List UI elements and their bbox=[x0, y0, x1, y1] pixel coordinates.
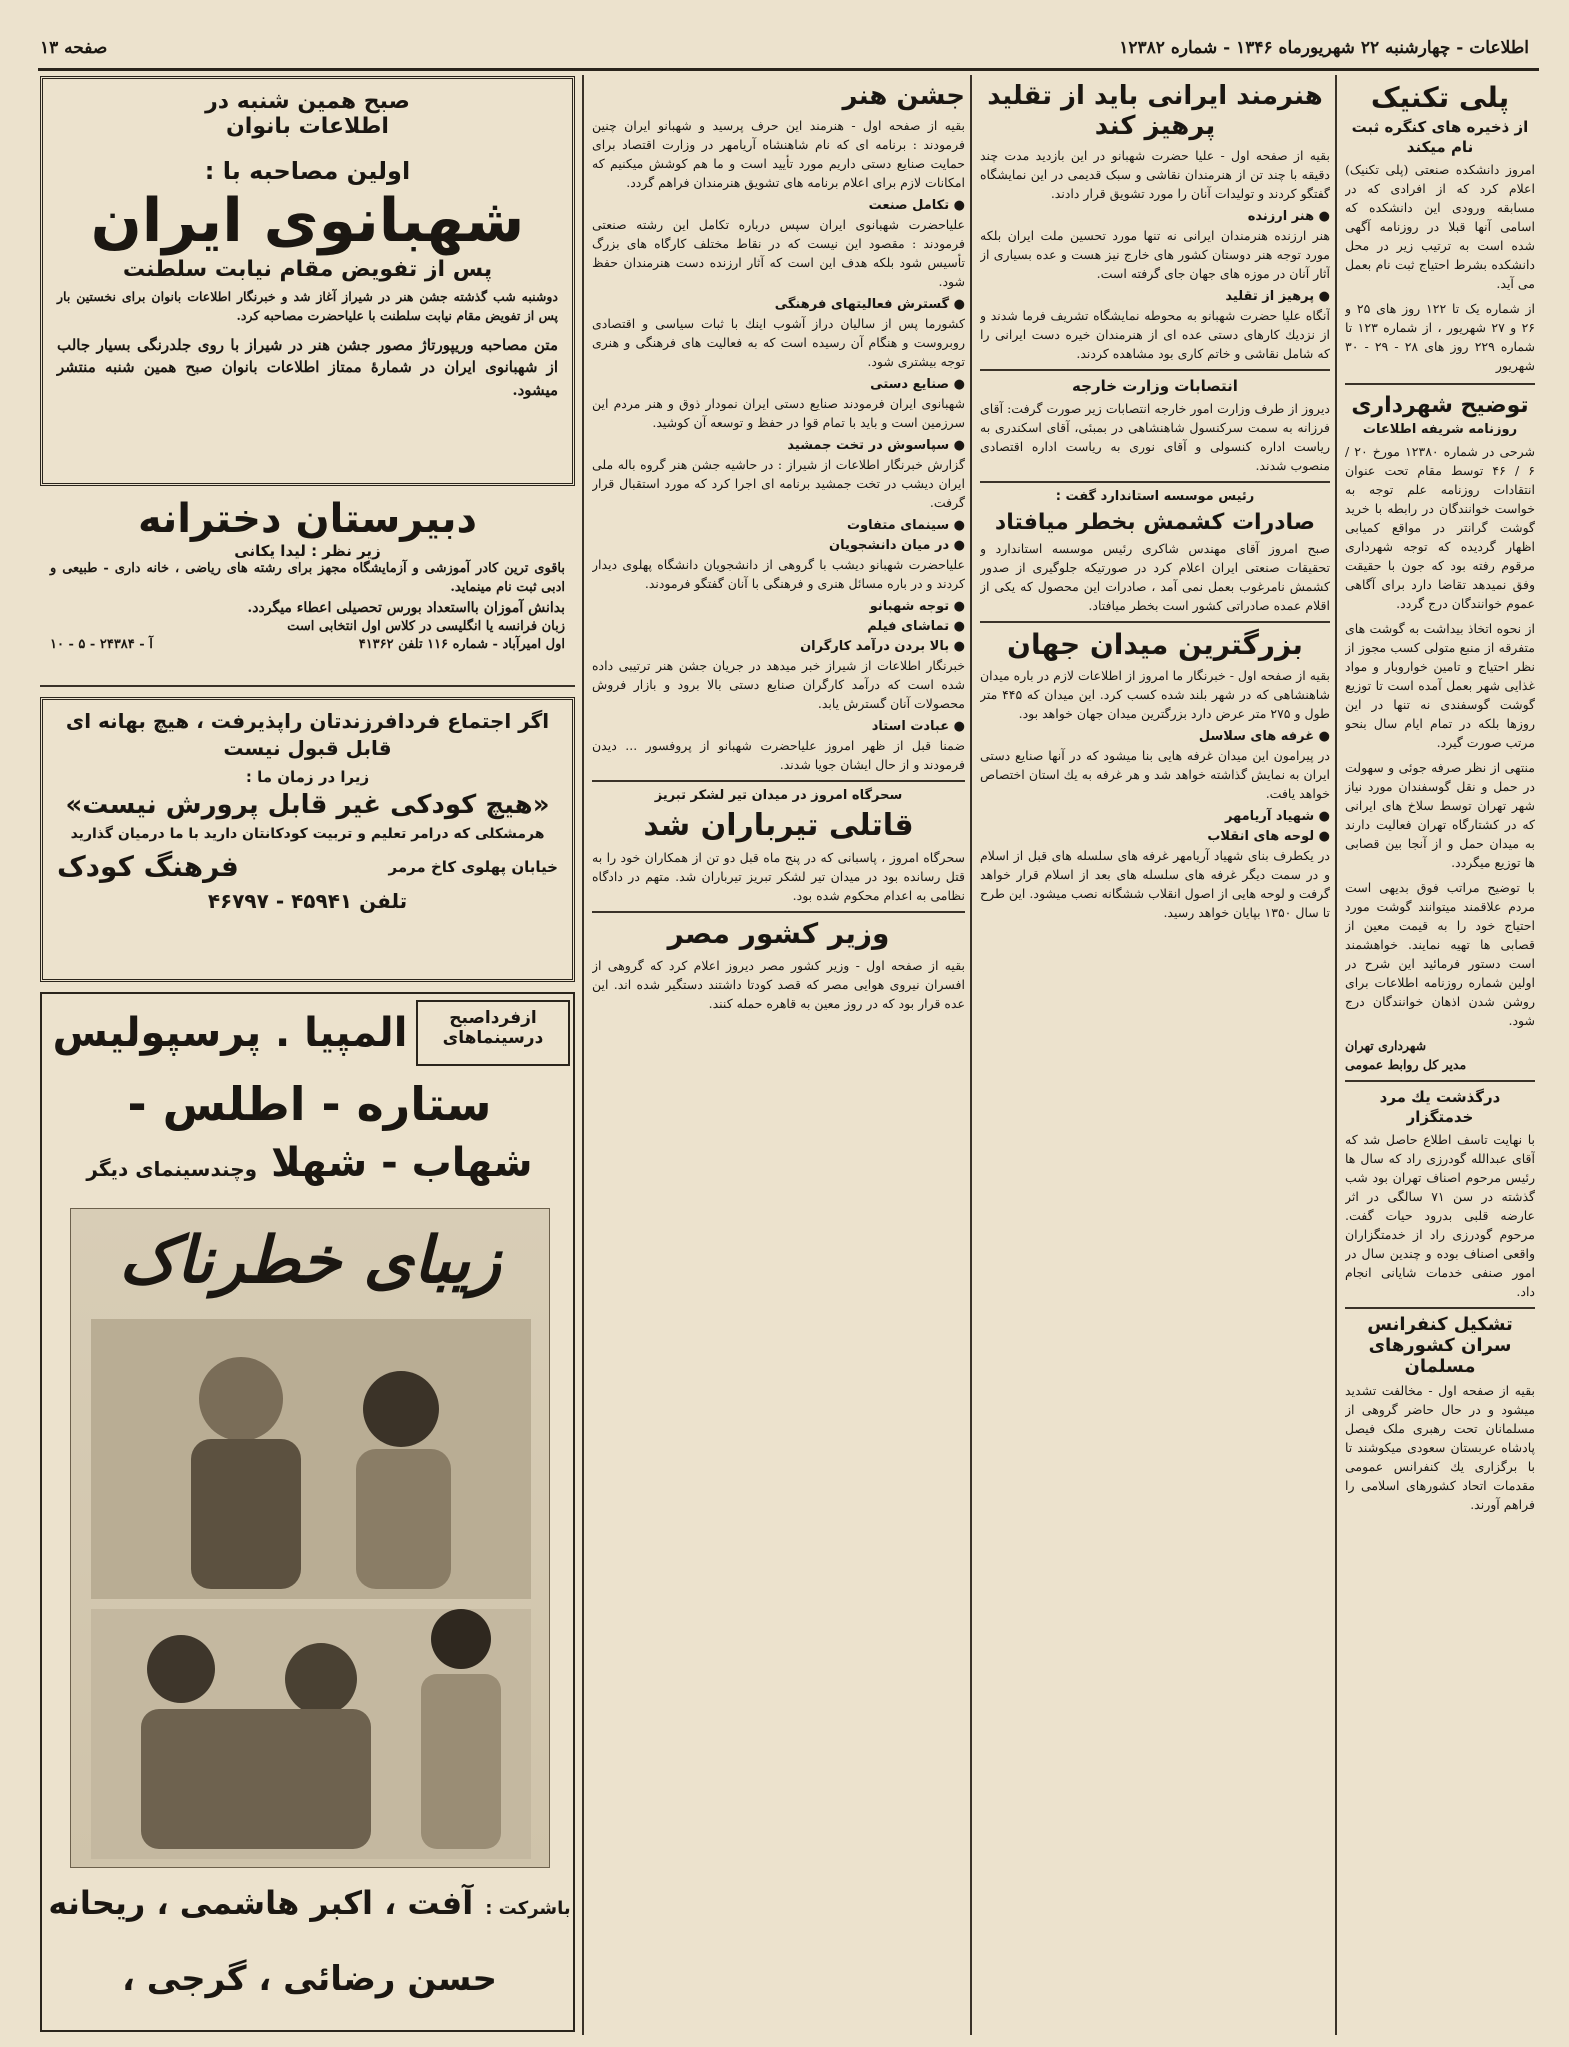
running-header bbox=[40, 38, 1529, 66]
ad-text: اگر اجتماع فردافرزندتان راپذیرفت ، هیچ بهانه ای قابل قبول نیست bbox=[65, 709, 550, 760]
section-rule bbox=[592, 780, 965, 782]
article-text: منتهی از نظر صرفه جوئی و سهولت در حمل و نقل گوسفندان مورد نیاز شهر تهران توسط سلاخ های ایرانی که در کشتارگاه تهران فعالیت دارند به میدان حمل و از آنجا بین قصابی ها توزیع میگردد. bbox=[1345, 760, 1535, 871]
cast-names: حسن رضائی ، گرجی ، bbox=[121, 1959, 498, 1999]
subheading: ● در میان دانشجویان bbox=[592, 538, 965, 553]
ad-text: هرمشکلی که درامر تعلیم و تربیت کودکانتان دارید با ما درمیان گذارید bbox=[70, 826, 545, 842]
ad-text: اولین مصاحبه با : bbox=[204, 157, 411, 185]
article-text: علیاحضرت شهبانوی ایران سپس درباره تکامل این رشته صنعتی فرمودند : مقصود این نیست که در نقاط مختلف کارگاه های بزرگ تأسیس شود بلکه هدف این است که آثار ارزنده دست هنرمندان حفظ شود. bbox=[592, 216, 965, 289]
headline-muslim-summit: تشکیل کنفرانس سران کشورهای مسلمان bbox=[1367, 1314, 1513, 1377]
cast-names: آفت ، اکبر هاشمی ، ریحانه bbox=[48, 1884, 474, 1922]
headline-egypt-minister: وزیر کشور مصر bbox=[667, 916, 890, 950]
subheading: ● بالا بردن درآمد کارگران bbox=[592, 639, 965, 654]
actor-figure bbox=[147, 1635, 215, 1703]
ad-headline: شهبانوی ایران bbox=[90, 186, 525, 256]
section-rule bbox=[980, 481, 1330, 483]
ad-address: خیابان پهلوی کاخ مرمر bbox=[388, 857, 558, 876]
subheading: ● شهیاد آریامهر bbox=[980, 809, 1330, 824]
section-rule bbox=[1345, 383, 1535, 385]
subheading: ● توجه شهبانو bbox=[592, 599, 965, 614]
subheading: ● لوحه های انقلاب bbox=[980, 829, 1330, 844]
ad-headline: «هیچ کودکی غیر قابل پرورش نیست» bbox=[65, 790, 550, 820]
column-art-festival bbox=[592, 78, 965, 2028]
article-text: بقیه از صفحه اول - وزیر کشور مصر دیروز اعلام کرد که گروهی از افسران نیروی هوایی مصر که قصد کودتا داشتند دستگیر شده اند. این عده قرار بود که در روز معین به قاهره حمله کنند. bbox=[592, 957, 965, 1011]
headline-obituary: درگذشت یك مرد خدمتگزار bbox=[1379, 1088, 1501, 1126]
poster-scene-top bbox=[91, 1319, 531, 1599]
ad-text: اطلاعات بانوان bbox=[226, 114, 389, 139]
cinema-names: ستاره - اطلس - bbox=[127, 1077, 492, 1131]
headline-polytechnic: پلی تکنیک bbox=[1370, 81, 1510, 114]
article-text: از نحوه اتخاذ بیداشت به گوشت های متفرقه از منبع متولی کسب مجوز از نظر احتیاج و تامین خواروبار و مواد غذایی شهر بعمل آمده است تا توزیع گوشت گوسفندی نه تنها در این روزها بلکه در تمام ایام سال بنحو مرتب صورت گیرد. bbox=[1345, 621, 1535, 751]
headline-raisin: صادرات کشمش بخطر میافتاد bbox=[994, 510, 1316, 536]
ad-text: صبح همین شنبه در bbox=[205, 89, 410, 114]
movie-poster bbox=[70, 1208, 550, 1868]
section-rule bbox=[980, 621, 1330, 623]
article-text: شرحی در شماره ۱۲۳۸۰ مورخ ۲۰ / ۶ / ۴۶ توسط مقام تحت عنوان انتقادات روزنامه علم توجه به خواست خوانندگان در رابطه با خرید گوشت گرانتر در مواقع کمیابی اظهار گردیده که توجه شهرداری مرقوم رفته بود که جون با حقیقت وفق نمیدهد تقاضا دارد برای آگاهی عموم خوانندگان درج گردد. bbox=[1345, 444, 1535, 612]
article-text: بقیه از صفحه اول - خبرنگار ما امروز از اطلاعات لازم در باره میدان شاهنشاهی که در شهر بلند شده کسب کرد. این میدان که ۴۴۵ متر طول و ۲۷۵ متر عرض دارد بزرگترین میدان جهان خواهد بود. bbox=[980, 667, 1330, 721]
ad-girls-school bbox=[40, 492, 575, 687]
article-text: در پیرامون این میدان غرفه هایی بنا میشود که در آنها صنایع دستی ایران به نمایش گذاشته خواهد شد و هر غرفه به یك استان اختصاص خواهد یافت. bbox=[980, 747, 1330, 801]
actress-figure bbox=[431, 1609, 491, 1669]
subheading: ● گسترش فعالیتهای فرهنگی bbox=[592, 297, 965, 312]
article-text: صبح امروز آقای مهندس شاکری رئیس موسسه استاندارد و تحقیقات صنعتی ایران اعلام کرد در صورتیکه جلوگیری از صدور کشمش نامرغوب بعمل نمی آمد ، صادرات این محصول که یکی از اقلام عمده صادراتی کشور است بخطر میافتاد. bbox=[980, 541, 1330, 614]
subhead-polytechnic: از ذخیره های کنگره ثبت نام میکند bbox=[1351, 118, 1529, 156]
headline-art-festival: جشن هنر bbox=[842, 81, 965, 111]
actor-figure bbox=[199, 1357, 283, 1441]
ad-farhang-koodak bbox=[40, 697, 575, 982]
subhead-execution: سحرگاه امروز در میدان تیر لشکر تبریز bbox=[654, 787, 903, 803]
ad-text: زیرا در زمان ما : bbox=[245, 768, 370, 786]
movie-title: زیبای خطرناک bbox=[119, 1224, 501, 1298]
article-text: با توضیح مراتب فوق بدیهی است مردم علاقمند میتوانند گوشت مورد احتیاج خود را به قیمت معین از قصابی ها تهیه نمایند. خواهشمند است دستور فرمائید این شرح در اولین شماره روزنامه اطلاعات برای روشن شدن اذهان خوانندگان درج شود. bbox=[1345, 880, 1535, 1029]
actress-figure bbox=[421, 1674, 501, 1849]
column-artist bbox=[980, 78, 1330, 2028]
actor-figure bbox=[141, 1709, 371, 1849]
section-rule bbox=[1345, 1080, 1535, 1082]
article-text: آنگاه علیا حضرت شهبانو به محوطه نمایشگاه تشریف فرما شدند و از نزدیك کارهای دستی عده ای از هنرمندان خیره دست ایرانی را که شامل نقاشی و خاتم کاری بود مشاهده کردند. bbox=[980, 307, 1330, 361]
actor-figure bbox=[285, 1643, 357, 1715]
subheading: ● غرفه های سلاسل bbox=[980, 729, 1330, 744]
subheading: ● پرهیز از تقلید bbox=[980, 289, 1330, 304]
section-rule bbox=[980, 369, 1330, 371]
article-text: ضمنا قبل از ظهر امروز علیاحضرت شهبانو از پروفسور ... دیدن فرمودند و از حال ایشان جویا شدند. bbox=[592, 737, 965, 772]
article-text: دیروز از طرف وزارت امور خارجه انتصابات زیر صورت گرفت: آقای فرزانه به سمت سرکنسول شاهنشاهی در بمبئی، آقای اسکندری به ریاست اداره کنسولی و آقای نوری به ریاست اداره اقتصادی منصوب شدند. bbox=[980, 401, 1330, 474]
subhead-raisin: رئیس موسسه استاندارد گفت : bbox=[1055, 489, 1255, 505]
subhead-municipality: روزنامه شریفه اطلاعات bbox=[1362, 422, 1518, 438]
headline-foreign-ministry: انتصابات وزارت خارجه bbox=[1072, 376, 1238, 395]
column-divider bbox=[582, 75, 584, 2035]
headline-artist: هنرمند ایرانی باید از تقلید پرهیز کند bbox=[987, 81, 1323, 141]
subheading: ● سپاسوش در تخت جمشید bbox=[592, 438, 965, 453]
ad-phone: تلفن ۴۵۹۴۱ - ۴۶۷۹۷ bbox=[207, 889, 408, 913]
article-text: سحرگاه امروز ، پاسبانی که در پنج ماه قبل دو تن از همکاران خود را به قتل رسانده بود در میدان تیر لشکر تبریز تیرباران شد. متهم در دادگاه نظامی به اعدام محکوم شده بود. bbox=[592, 849, 965, 903]
actress-figure bbox=[356, 1449, 451, 1589]
signature: شهرداری تهران bbox=[1345, 1038, 1427, 1054]
ad-code: آ - ۲۴۳۸۴ - ۵ - ۱۰ bbox=[50, 636, 153, 652]
article-text: گزارش خبرنگار اطلاعات از شیراز : در حاشیه جشن هنر گروه باله ملی ایران دیشب در تخت جمشید برنامه ای اجرا کرد که مورد استقبال قرار گرفت. bbox=[592, 456, 965, 510]
ad-address: اول امیرآباد - شماره ۱۱۶ تلفن ۴۱۳۶۲ bbox=[358, 636, 565, 652]
cinema-names: وچندسینمای دیگر bbox=[86, 1157, 258, 1181]
subheading: ● سینمای متفاوت bbox=[592, 518, 965, 533]
subheading: ● صنایع دستی bbox=[592, 377, 965, 392]
cast-label: باشرکت : bbox=[485, 1898, 571, 1919]
ad-address-row bbox=[57, 850, 558, 883]
ad-headline: دبیرستان دخترانه bbox=[137, 496, 478, 542]
ad-contact-row bbox=[50, 637, 565, 652]
ad-text: درسینماهای bbox=[442, 1028, 544, 1048]
actress-figure bbox=[363, 1371, 439, 1447]
page-number: صفحه ۱۳ bbox=[40, 38, 108, 58]
subheading: ● عبادت استاد bbox=[592, 719, 965, 734]
movie-schedule-box bbox=[416, 1000, 570, 1066]
ad-brand: فرهنگ کودک bbox=[57, 850, 239, 883]
poster-artwork-icon bbox=[71, 1309, 550, 1868]
cinema-names: شهاب - شهلا bbox=[271, 1140, 533, 1186]
signature: مدیر کل روابط عمومی bbox=[1345, 1057, 1467, 1073]
article-text: در یکطرف بنای شهیاد آریامهر غرفه های سلسله های قبل از اسلام و در سمت دیگر غرفه های سلسله های بعد از اسلام قرار خواهد گرفت و لوحه هایی از اصول انقلاب ششگانه نصب میشود. این طرح تا سال ۱۳۵۰ بپایان خواهد رسید. bbox=[980, 847, 1330, 920]
article-text: کشورما پس از سالیان دراز آشوب اینك با ثبات سیاسی و اقتصادی روبروست و هنگام آن رسیده است که به فعالیت های فرهنگی و هنری توجه بیشتری شود. bbox=[592, 315, 965, 369]
header-rule bbox=[38, 68, 1539, 71]
headline-municipality: توضیح شهرداری bbox=[1351, 393, 1529, 419]
article-text: با نهایت تاسف اطلاع حاصل شد که آقای عبدالله گودرزی راد که سال ها رئیس مرحوم اصناف تهران بود شب گذشته در سن ۷۱ سالگی در اثر عارضه قلبی بدرود حیات گفت. مرحوم گودرزی راد از خدمتگزاران واقعی اصناف بوده و چندین سال در امور صنفی خدمات شایانی انجام داد. bbox=[1345, 1132, 1535, 1300]
cinema-names: المپیا . پرسپولیس bbox=[52, 1010, 408, 1056]
article-text: شهبانوی ایران فرمودند صنایع دستی ایران نمودار ذوق و هنر مردم این سرزمین است و باید با تمام قوا در حفظ و توسعه آن کوشید. bbox=[592, 395, 965, 430]
ad-movie bbox=[40, 992, 575, 2032]
actor-figure bbox=[191, 1439, 301, 1589]
cast-row bbox=[48, 1884, 571, 1944]
article-text: بقیه از صفحه اول - هنرمند این حرف پرسید و شهبانو ایران چنین فرمودند : برنامه ای که نام شاهنشاه آریامهر در وزارت اقتصاد برای حمایت صنایع دستی داریم مورد تأیید است و ما هم کوشش میکنیم که امکانات لازم برای اعلام برنامه های تشویق هنرمندان فراهم گردد. bbox=[592, 117, 965, 190]
ad-text: بدانش آموزان بااستعداد بورس تحصیلی اعطاء میگردد. bbox=[247, 599, 565, 616]
article-text: از شماره یک تا ۱۲۲ روز های ۲۵ و ۲۶ و ۲۷ شهریور ، از شماره ۱۲۳ تا شماره ۲۲۹ روز های ۲۸ - ۲۹ - ۳۰ شهریور bbox=[1345, 301, 1535, 374]
header-info: اطلاعات - چهارشنبه ۲۲ شهریورماه ۱۳۴۶ - شماره ۱۲۳۸۲ bbox=[1119, 38, 1529, 58]
column-divider bbox=[1335, 75, 1337, 2035]
ad-text: زبان فرانسه یا انگلیسی در کلاس اول انتخابی است bbox=[287, 618, 565, 634]
headline-largest-square: بزرگترین میدان جهان bbox=[1007, 628, 1303, 662]
section-rule bbox=[1345, 1307, 1535, 1309]
ad-text: ازفرداصبح bbox=[449, 1008, 537, 1028]
article-text: بقیه از صفحه اول - مخالفت تشدید میشود و در حال حاضر گروهی از مسلمانان تحت رهبری ملک فیصل پادشاه عربستان سعودی میکوشند تا با برگزاری یك کنفرانس عمومی مقدمات اتحاد کشورهای اسلامی را فراهم آورند. bbox=[1345, 1383, 1535, 1513]
article-text: علیاحضرت شهبانو دیشب با گروهی از دانشجویان دانشگاه پهلوی دیدار کردند و در باره مسائل هنری و فرهنگی با آنان گفتگو فرمودند. bbox=[592, 556, 965, 591]
column-politechnic bbox=[1345, 78, 1535, 2028]
article-text: هنر ارزنده هنرمندان ایرانی نه تنها مورد تحسین ملت ایران بلکه مورد توجه هنر دوستان کشور های خارج نیز هست و عده بسیاری از آثار آنان در موزه های جهان جای گرفته است. bbox=[980, 227, 1330, 281]
headline-execution: قاتلی تیرباران شد bbox=[643, 807, 914, 843]
subheading: ● تماشای فیلم bbox=[592, 619, 965, 634]
ad-text: باقوی ترین کادر آموزشی و آزمایشگاه مجهز برای رشته های ریاضی ، خانه داری - طبیعی و ادبی ثبت نام مینماید. bbox=[50, 561, 565, 595]
section-rule bbox=[592, 911, 965, 913]
ad-text: متن مصاحبه وریپورتاژ مصور جشن هنر در شیراز با روی جلدرنگی بسیار جالب از شهبانوی ایران در شمارۀ ممتاز اطلاعات بانوان صبح همین شنبه منتشر میشود. bbox=[57, 335, 558, 399]
article-text: خبرنگار اطلاعات از شیراز خبر میدهد در جریان جشن هنر ترتیبی داده شده است که درآمد کارگران صنایع دستی بالا برود و بازار فروش محصولات آنان گسترش یابد. bbox=[592, 657, 965, 711]
column-divider bbox=[970, 75, 972, 2035]
subheading: ● هنر ارزنده bbox=[980, 209, 1330, 224]
ad-text: دوشنبه شب گذشته جشن هنر در شیراز آغاز شد و خبرنگار اطلاعات بانوان برای نخستین بار پس از تفویض مقام نیابت سلطنت با علیاحضرت مصاحبه کرد. bbox=[57, 289, 558, 323]
article-text: بقیه از صفحه اول - علیا حضرت شهبانو در این بازدید مدت چند دقیقه با چند تن از هنرمندان نقاشی و سبک قدیمی در این نمایشگاه گفتگو کردند و تولیدات آنان را مورد تشویق قرار دادند. bbox=[980, 147, 1330, 201]
ad-text: پس از تفویض مقام نیابت سلطنت bbox=[122, 257, 493, 282]
cinema-names-row bbox=[48, 1140, 571, 1194]
subheading: ● تکامل صنعت bbox=[592, 198, 965, 213]
article-text: امروز دانشکده صنعتی (پلی تکنیک) اعلام کرد که از افرادی که در مسابقه ورودی این دانشکده که اسامی آنها قبلا در روزنامه آگهی شده است به ترتیب زیر در محل دانشکده بشرط احتیاج ثبت نام بعمل می آید. bbox=[1345, 162, 1535, 292]
ad-ettelaat-banovan bbox=[40, 76, 575, 486]
ad-text: زیر نظر : لیدا یکانی bbox=[234, 542, 381, 560]
